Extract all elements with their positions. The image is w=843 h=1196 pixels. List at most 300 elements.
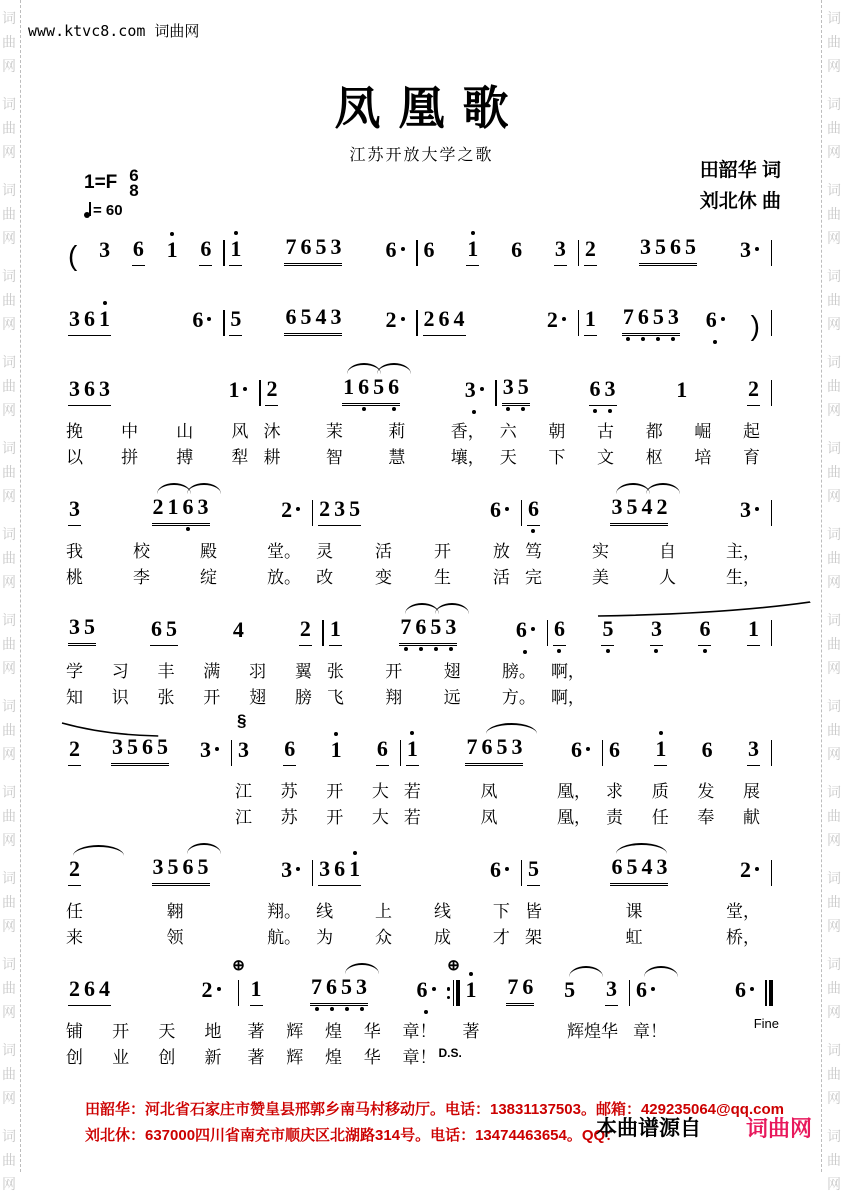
lyric-syllable: 凤 — [480, 782, 498, 801]
lyric-syllable: 航。 — [267, 928, 302, 947]
note-digit: 5 — [315, 234, 327, 259]
note — [638, 306, 649, 331]
slur-arc — [435, 603, 469, 614]
credits-block — [700, 155, 781, 217]
measure — [549, 604, 770, 705]
note-digit: 4 — [99, 976, 110, 1001]
note-digit: 3 — [740, 237, 751, 262]
note — [466, 736, 477, 761]
lyric-syllable: 莉 — [388, 422, 406, 441]
note — [641, 496, 652, 521]
lyric-syllable: 课 — [625, 902, 643, 921]
note-digit: 6 — [84, 376, 95, 401]
note-digit: 5 — [230, 306, 242, 331]
meter-denominator: 8 — [129, 181, 139, 200]
beam-group — [608, 739, 621, 766]
note-digit: 2 — [747, 376, 759, 401]
watermark-char: 网 — [827, 574, 841, 590]
lyric-syllable: 学 — [66, 662, 83, 681]
lyric-line — [402, 777, 601, 799]
measure — [461, 964, 629, 1065]
octave-dot-below — [449, 647, 453, 651]
lyric-syllable: 下 — [548, 448, 566, 467]
beam-group — [622, 306, 680, 336]
note-digit: 1 — [166, 237, 178, 262]
augmentation-dot — [505, 507, 509, 511]
beam-group — [610, 856, 668, 886]
note — [99, 978, 110, 1003]
lyric-syllable: 古 — [597, 422, 615, 441]
watermark-char: 曲 — [2, 206, 16, 222]
note — [748, 738, 759, 763]
octave-dot-below — [186, 527, 190, 531]
lyric-syllable: 来 — [66, 928, 83, 947]
lyric-line — [604, 803, 770, 825]
lyric-line — [325, 657, 546, 679]
note-digit: 1 — [250, 976, 262, 1001]
augmentation-dot — [432, 987, 436, 991]
note-digit: 6 — [84, 306, 95, 331]
watermark-char: 词 — [2, 268, 16, 284]
note-digit: 6 — [669, 234, 681, 259]
lyric-syllable: 天 — [158, 1022, 176, 1041]
note — [571, 739, 590, 764]
lyric-syllable: 华 — [363, 1048, 381, 1067]
beam-group — [385, 309, 406, 336]
octave-dot-above — [659, 731, 663, 735]
lyric-line — [498, 417, 770, 439]
lyric-line — [549, 657, 770, 679]
lyric-line — [523, 563, 770, 585]
measure — [233, 711, 399, 827]
lyric-syllable: 壤， — [450, 448, 485, 467]
watermark-char: 词 — [827, 526, 841, 542]
octave-dot-above — [334, 732, 338, 736]
note-digit: 5 — [564, 977, 576, 1002]
octave-dot-below — [593, 409, 597, 413]
watermark-char: 网 — [827, 1176, 841, 1192]
note-digit: 6 — [611, 854, 623, 879]
lyric-syllable: 翱 — [166, 902, 184, 921]
lyric-syllable: 地 — [204, 1022, 222, 1041]
lyric-line — [549, 683, 770, 705]
beam-group — [283, 738, 296, 766]
note — [609, 739, 620, 764]
lyric-syllable: 创 — [66, 1048, 83, 1067]
watermark-char: 曲 — [827, 808, 841, 824]
lyric-syllable: 上 — [375, 902, 393, 921]
watermark-char: 曲 — [2, 464, 16, 480]
note-digit: 3 — [334, 496, 346, 521]
note — [233, 619, 244, 644]
lyric-syllable: 开 — [326, 808, 344, 827]
key-signature — [84, 168, 139, 198]
note — [343, 376, 354, 401]
note-digit: 5 — [527, 856, 539, 881]
lyric-syllable: 丰 — [157, 662, 175, 681]
note-digit: 5 — [167, 854, 179, 879]
lyric-syllable: 煌 — [325, 1022, 342, 1041]
beam-group — [635, 979, 656, 1006]
note — [168, 856, 179, 881]
watermark-char: 网 — [2, 1004, 16, 1020]
watermark-char: 曲 — [2, 292, 16, 308]
slur-arc — [569, 966, 603, 977]
note — [611, 496, 622, 521]
note — [300, 236, 311, 261]
score-system — [64, 294, 773, 341]
note — [466, 979, 477, 1004]
note-digit: 6 — [515, 617, 527, 642]
watermark-char: 网 — [827, 488, 841, 504]
note-digit: 3 — [330, 234, 342, 259]
note — [300, 306, 311, 331]
note — [685, 236, 696, 261]
note — [84, 978, 95, 1003]
note — [602, 618, 613, 643]
note-digit: 2 — [385, 307, 397, 332]
beam-group — [465, 979, 478, 1006]
note-digit: 4 — [453, 306, 465, 331]
watermark-char: 网 — [827, 832, 841, 848]
watermark-char: 网 — [827, 144, 841, 160]
augmentation-dot — [651, 987, 655, 991]
lyric-syllable: 张 — [157, 688, 175, 707]
note-digit: 2 — [656, 494, 668, 519]
note — [69, 858, 80, 883]
lyric-syllable: 放。 — [267, 568, 302, 587]
note-digit: 6 — [132, 236, 144, 261]
lyric-line — [261, 417, 494, 439]
beam-group — [68, 738, 81, 766]
note — [636, 979, 655, 1004]
measure — [261, 364, 494, 465]
lyric-syllable: 为 — [316, 928, 334, 947]
note-digit: 6 — [385, 237, 397, 262]
note — [99, 378, 110, 403]
close-paren: ) — [750, 310, 760, 341]
lyric-syllable: 我 — [66, 542, 83, 561]
octave-dot-below — [656, 337, 660, 341]
note-digit: 3 — [639, 234, 651, 259]
watermark-char: 网 — [2, 144, 16, 160]
watermark-char: 曲 — [2, 980, 16, 996]
notes-row — [64, 614, 322, 646]
composer-contact-line: 刘北休：637000四川省南充市顺庆区北湖路314号。电话：13474463654。QQ： — [85, 1127, 621, 1144]
lyric-syllable: 飞 — [326, 688, 344, 707]
note-digit: 5 — [126, 734, 138, 759]
notes-row — [64, 236, 222, 271]
slur-arc — [646, 483, 680, 494]
note — [465, 379, 484, 404]
note — [740, 859, 759, 884]
lyric-syllable: 完 — [524, 568, 542, 587]
beam-group — [739, 499, 760, 526]
beam-group — [747, 378, 760, 406]
note-digit: 5 — [496, 734, 508, 759]
slur-arc — [616, 843, 667, 854]
watermark-char: 词 — [2, 956, 16, 972]
augmentation-dot — [296, 867, 300, 871]
beam-group — [654, 738, 667, 766]
beam-group — [201, 979, 222, 1006]
lyric-syllable: 翔 — [385, 688, 403, 707]
beam-group — [502, 376, 530, 406]
note — [69, 308, 80, 333]
slur-arc — [345, 963, 379, 974]
lyric-syllable: 香， — [450, 422, 485, 441]
watermark-char: 词 — [2, 698, 16, 714]
lyric-line — [64, 683, 322, 705]
lyric-syllable: 风 — [231, 422, 249, 441]
note — [706, 309, 725, 334]
note-digit: 1 — [228, 377, 240, 402]
beam-group — [318, 858, 361, 886]
beam-group — [68, 616, 96, 646]
beam-group — [406, 738, 419, 766]
beam-group — [489, 499, 510, 526]
lyric-syllable: 膀 — [294, 688, 312, 707]
meter-numerator: 6 — [129, 166, 139, 185]
note — [281, 499, 300, 524]
note — [503, 376, 514, 401]
notes-row — [225, 234, 415, 266]
slur-arc — [187, 483, 221, 494]
beam-group — [150, 618, 178, 646]
note-digit: 2 — [201, 977, 213, 1002]
note — [127, 736, 138, 761]
note-digit: 6 — [438, 306, 450, 331]
watermark-char: 词 — [827, 784, 841, 800]
octave-dot-below — [330, 1007, 334, 1011]
notes-row — [225, 304, 415, 336]
lyric-syllable: 堂， — [726, 902, 760, 921]
lyric-syllable: 茉 — [325, 422, 343, 441]
note-digit: 6 — [192, 307, 204, 332]
barline-with-coda — [232, 957, 246, 1006]
lyric-syllable: 知 — [66, 688, 83, 707]
beam-group — [227, 379, 248, 406]
note-digit: 6 — [705, 307, 717, 332]
time-signature — [129, 168, 138, 198]
note — [651, 618, 662, 643]
lyric-syllable: 线 — [316, 902, 334, 921]
octave-dot-above — [170, 232, 174, 236]
watermark-char: 词 — [827, 1128, 841, 1144]
lyric-syllable: 若 — [403, 808, 421, 827]
watermark-char: 网 — [2, 660, 16, 676]
lyric-syllable: 奉 — [697, 808, 715, 827]
song-subtitle: 江苏开放大学之歌 — [349, 147, 494, 164]
lyric-syllable: 江 — [234, 782, 252, 801]
note — [424, 308, 435, 333]
lyric-syllable: 展 — [742, 782, 760, 801]
note — [702, 739, 713, 764]
note — [626, 856, 637, 881]
lyric-line — [64, 443, 258, 465]
note-digit: 5 — [652, 304, 664, 329]
octave-dot-above — [234, 231, 238, 235]
watermark-char: 网 — [827, 1004, 841, 1020]
lyric-line — [64, 563, 311, 585]
lyric-syllable: 啊， — [550, 662, 585, 681]
beam-group — [342, 376, 400, 406]
note — [349, 858, 360, 883]
octave-dot-below — [472, 410, 476, 414]
note — [251, 978, 262, 1003]
lyric-syllable: 张 — [326, 662, 344, 681]
beam-group — [601, 618, 614, 646]
lyric-line — [325, 683, 546, 705]
octave-dot-below — [641, 337, 645, 341]
lyric-syllable: 习 — [111, 662, 129, 681]
note — [748, 378, 759, 403]
note — [377, 738, 388, 763]
beam-group — [229, 238, 242, 266]
lyric-syllable: 任 — [66, 902, 83, 921]
note — [641, 856, 652, 881]
barline — [770, 484, 773, 526]
note — [341, 976, 352, 1001]
thin-barline — [765, 980, 767, 1006]
note-digit: 6 — [388, 374, 400, 399]
note — [528, 498, 539, 523]
barline-stroke — [771, 620, 773, 646]
note — [430, 616, 441, 641]
lyric-syllable: 都 — [645, 422, 663, 441]
lyricist-contact-line: 田韶华：河北省石家庄市赞皇县邢郭乡南马村移动厅。电话：13831137503。邮箱：429235064@qq.com — [85, 1101, 784, 1118]
lyric-syllable: 方。 — [501, 688, 536, 707]
notes-row — [314, 856, 520, 886]
note — [496, 736, 507, 761]
note-digit: 3 — [554, 236, 566, 261]
note — [358, 376, 369, 401]
note-digit: 5 — [341, 974, 352, 999]
note-digit: 3 — [356, 974, 367, 999]
note — [467, 238, 478, 263]
octave-dot-below — [506, 407, 510, 411]
note-digit: 6 — [481, 734, 493, 759]
note-digit: 6 — [637, 304, 649, 329]
measure — [325, 604, 546, 705]
beam-group — [152, 856, 210, 886]
lyric-syllable: 中 — [121, 422, 139, 441]
octave-dot-below — [315, 1007, 319, 1011]
lyric-syllable: 大 — [371, 782, 389, 801]
beam-group — [527, 858, 540, 886]
lyric-syllable: 灵 — [316, 542, 334, 561]
lyric-syllable: 下 — [492, 902, 510, 921]
note — [386, 239, 405, 264]
lyric-syllable: 新 — [204, 1048, 222, 1067]
watermark-char: 网 — [827, 660, 841, 676]
note-digit: 2 — [266, 376, 278, 401]
lyric-syllable: 凰， — [557, 782, 592, 801]
watermark-char: 词 — [827, 182, 841, 198]
lyric-syllable: 美 — [591, 568, 609, 587]
lyric-line — [64, 537, 311, 559]
watermark-char: 曲 — [827, 1152, 841, 1168]
note — [516, 619, 535, 644]
beam-group — [584, 308, 597, 336]
note-digit: 3 — [99, 376, 110, 401]
beam-group — [98, 239, 111, 266]
note-digit: 6 — [415, 614, 427, 639]
note-digit: 5 — [626, 494, 638, 519]
note — [585, 238, 596, 263]
augmentation-dot — [480, 387, 484, 391]
augmentation-dot — [243, 387, 247, 391]
lyric-syllable: 山 — [176, 422, 194, 441]
note-digit: 1 — [676, 377, 688, 402]
note — [84, 308, 95, 333]
watermark-char: 词 — [2, 1128, 16, 1144]
note — [69, 738, 80, 763]
note-digit: 5 — [349, 496, 361, 521]
lyric-syllable: 育 — [742, 448, 760, 467]
score-system — [64, 224, 773, 271]
note — [315, 306, 326, 331]
measure — [64, 224, 222, 271]
octave-dot-below — [424, 1010, 428, 1014]
note — [166, 618, 177, 643]
note — [315, 236, 326, 261]
repeat-bar-row — [447, 980, 461, 1006]
octave-dot-below — [703, 649, 707, 653]
beam-group — [385, 239, 406, 266]
lyric-syllable: 啊， — [550, 688, 585, 707]
note-digit: 3 — [747, 736, 759, 761]
measure — [225, 224, 415, 266]
note — [490, 859, 509, 884]
watermark-char: 网 — [827, 1090, 841, 1106]
note-digit: 6 — [636, 977, 647, 1002]
watermark-char: 词 — [827, 354, 841, 370]
measure — [314, 844, 520, 945]
beam-group — [705, 309, 726, 336]
lyric-line — [631, 1043, 765, 1065]
watermark-char: 词 — [827, 698, 841, 714]
lyric-syllable: 羽 — [249, 662, 267, 681]
lyric-syllable: 线 — [433, 902, 451, 921]
watermark-char: 曲 — [827, 722, 841, 738]
note — [547, 309, 566, 334]
beam-group — [132, 238, 145, 266]
lyric-line — [402, 803, 601, 825]
beam-group — [280, 859, 301, 886]
beam-group — [734, 979, 755, 1006]
barline-stroke — [771, 860, 773, 886]
note-digit: 1 — [747, 616, 759, 641]
note — [198, 496, 209, 521]
augmentation-dot — [505, 867, 509, 871]
lyric-syllable: 开 — [433, 542, 451, 561]
note-digit: 3 — [502, 374, 514, 399]
site-logo: 词曲网 — [746, 1116, 813, 1141]
watermark-char: 网 — [827, 918, 841, 934]
lyric-syllable: 章！ — [633, 1022, 667, 1041]
measure — [314, 484, 520, 585]
lyric-syllable: 翼 — [294, 662, 312, 681]
beam-group — [675, 379, 688, 406]
lyric-syllable: 凰， — [557, 808, 592, 827]
augmentation-dot — [296, 507, 300, 511]
measure — [604, 724, 770, 825]
note — [740, 499, 759, 524]
lyric-syllable: 江 — [234, 808, 252, 827]
score-system — [64, 484, 773, 585]
thin-barline — [453, 980, 455, 1006]
